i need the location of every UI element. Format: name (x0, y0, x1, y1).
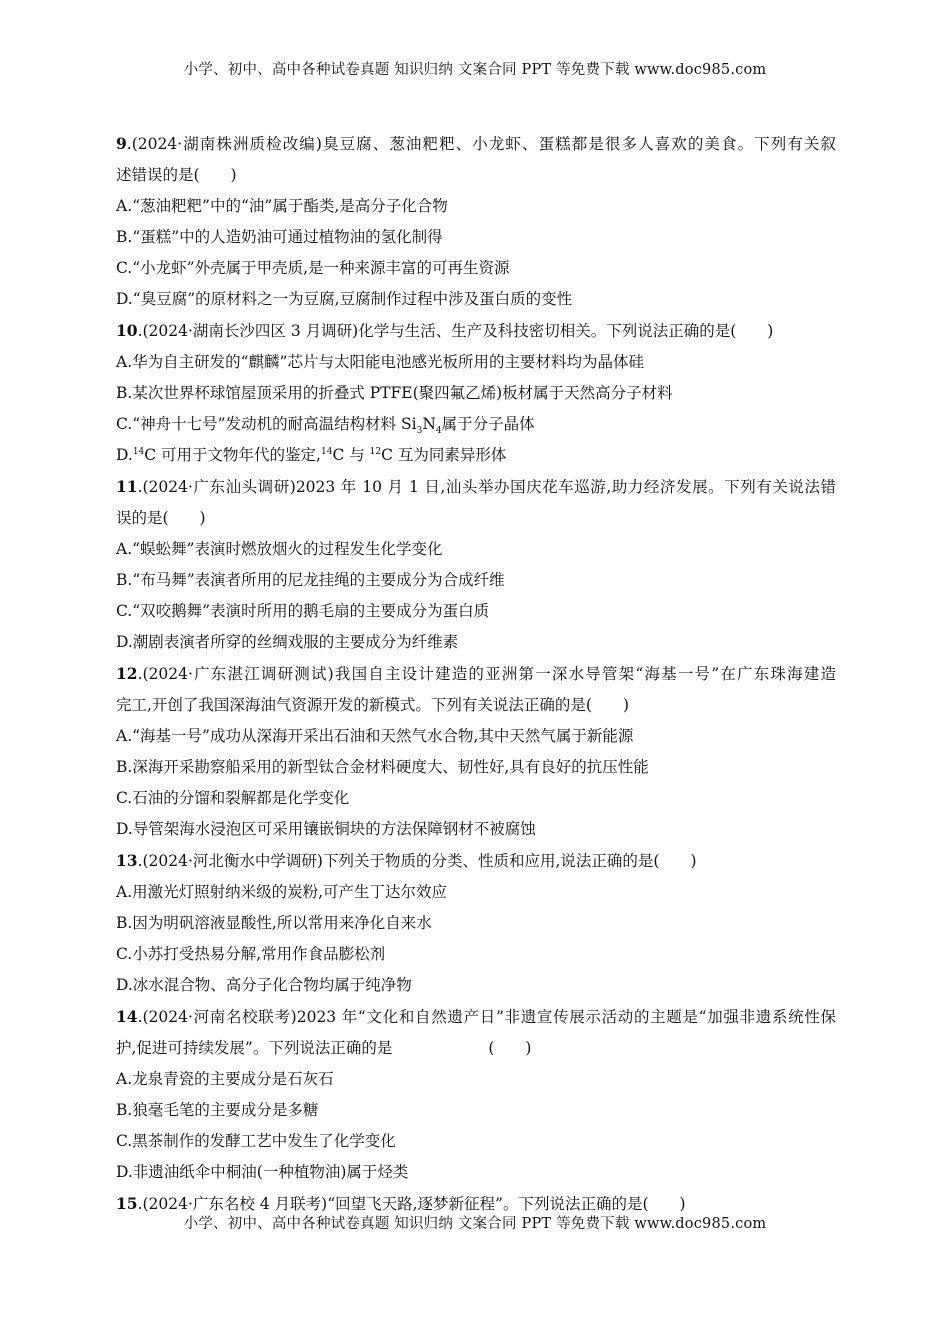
question-number: 13 (116, 851, 138, 870)
question-14-option-a: A.龙泉青瓷的主要成分是石灰石 (116, 1070, 334, 1088)
question-list (116, 128, 836, 1220)
page-footer: 小学、初中、高中各种试卷真题 知识归纳 文案合同 PPT 等免费下载 www.doc985.com (183, 1216, 767, 1232)
question-9-option-b: B.“蛋糕”中的人造奶油可通过植物油的氢化制得 (116, 228, 443, 246)
question-9-stem: 9.(2024·湖南株洲质检改编)臭豆腐、葱油粑粑、小龙虾、蛋糕都是很多人喜欢的美食。下列有关叙 (116, 134, 836, 153)
question-11-stem-cont: 误的是( ) (116, 509, 206, 527)
question-10-option-d: D.$^{14}$C 可用于文物年代的鉴定,$^{14}$C 与 $^{12}$C 互为同素异形体 (116, 446, 507, 464)
question-12-stem-cont: 完工,开创了我国深海油气资源开发的新模式。下列有关说法正确的是( ) (116, 696, 630, 714)
question-14-option-d: D.非遗油纸伞中桐油(一种植物油)属于烃类 (116, 1163, 409, 1181)
question-11-option-a: A.“蜈蚣舞”表演时燃放烟火的过程发生化学变化 (116, 540, 443, 558)
page-header: 小学、初中、高中各种试卷真题 知识归纳 文案合同 PPT 等免费下载 www.doc985.com (183, 62, 767, 78)
question-13-option-d: D.冰水混合物、高分子化合物均属于纯净物 (116, 976, 412, 994)
question-10-stem: 10.(2024·湖南长沙四区 3 月调研)化学与生活、生产及科技密切相关。下列说法正确的是( ) (116, 321, 774, 340)
question-12-stem: 12.(2024·广东湛江调研测试)我国自主设计建造的亚洲第一深水导管架“海基一号”在广东珠海建造 (116, 664, 836, 683)
question-14-option-c: C.黑茶制作的发酵工艺中发生了化学变化 (116, 1132, 396, 1150)
question-9-stem-cont: 述错误的是( ) (116, 166, 237, 184)
question-9-option-a: A.“葱油粑粑”中的“油”属于酯类,是高分子化合物 (116, 197, 448, 215)
question-14-stem: 14.(2024·河南名校联考)2023 年“文化和自然遗产日”非遗宣传展示活动的主题是“加强非遗系统性保 (116, 1007, 836, 1026)
question-12-option-b: B.深海开采勘察船采用的新型钛合金材料硬度大、韧性好,具有良好的抗压性能 (116, 758, 649, 776)
question-12-option-a: A.“海基一号”成功从深海开采出石油和天然气水合物,其中天然气属于新能源 (116, 727, 634, 745)
question-10-option-c: C.“神舟十七号”发动机的耐高温结构材料 $Si_3N_4$属于分子晶体 (116, 415, 535, 437)
question-13-stem: 13.(2024·河北衡水中学调研)下列关于物质的分类、性质和应用,说法正确的是( ) (116, 851, 697, 870)
question-9-option-d: D.“臭豆腐”的原材料之一为豆腐,豆腐制作过程中涉及蛋白质的变性 (116, 290, 573, 308)
question-10-option-b: B.某次世界杯球馆屋顶采用的折叠式 PTFE(聚四氟乙烯)板材属于天然高分子材料 (116, 384, 673, 402)
question-number: 14 (116, 1007, 138, 1026)
question-12-option-c: C.石油的分馏和裂解都是化学变化 (116, 789, 350, 807)
question-12-option-d: D.导管架海水浸泡区可采用镶嵌铜块的方法保障钢材不被腐蚀 (116, 820, 536, 838)
question-10-option-a: A.华为自主研发的“麒麟”芯片与太阳能电池感光板所用的主要材料均为晶体硅 (116, 353, 644, 371)
question-11-option-c: C.“双咬鹅舞”表演时所用的鹅毛扇的主要成分为蛋白质 (116, 602, 490, 620)
question-13-option-b: B.因为明矾溶液显酸性,所以常用来净化自来水 (116, 914, 432, 932)
question-13-option-a: A.用激光灯照射纳米级的炭粉,可产生丁达尔效应 (116, 883, 448, 901)
question-number: 15 (116, 1194, 138, 1213)
question-9-option-c: C.“小龙虾”外壳属于甲壳质,是一种来源丰富的可再生资源 (116, 259, 510, 277)
question-14-stem-cont: 护,促进可持续发展”。下列说法正确的是 ( ) (116, 1039, 532, 1057)
question-number: 12 (116, 664, 138, 683)
question-15-stem: 15.(2024·广东名校 4 月联考)“回望飞天路,逐梦新征程”。下列说法正确的是( ) (116, 1194, 686, 1213)
question-number: 9 (116, 134, 127, 153)
question-14-option-b: B.狼毫毛笔的主要成分是多糖 (116, 1101, 319, 1119)
question-13-option-c: C.小苏打受热易分解,常用作食品膨松剂 (116, 945, 386, 963)
question-11-stem: 11.(2024·广东汕头调研)2023 年 10 月 1 日,汕头举办国庆花车巡游,助力经济发展。下列有关说法错 (116, 477, 836, 496)
question-number: 10 (116, 321, 138, 340)
question-11-option-d: D.潮剧表演者所穿的丝绸戏服的主要成分为纤维素 (116, 633, 459, 651)
question-11-option-b: B.“布马舞”表演者所用的尼龙挂绳的主要成分为合成纤维 (116, 571, 505, 589)
question-number: 11 (116, 477, 138, 496)
